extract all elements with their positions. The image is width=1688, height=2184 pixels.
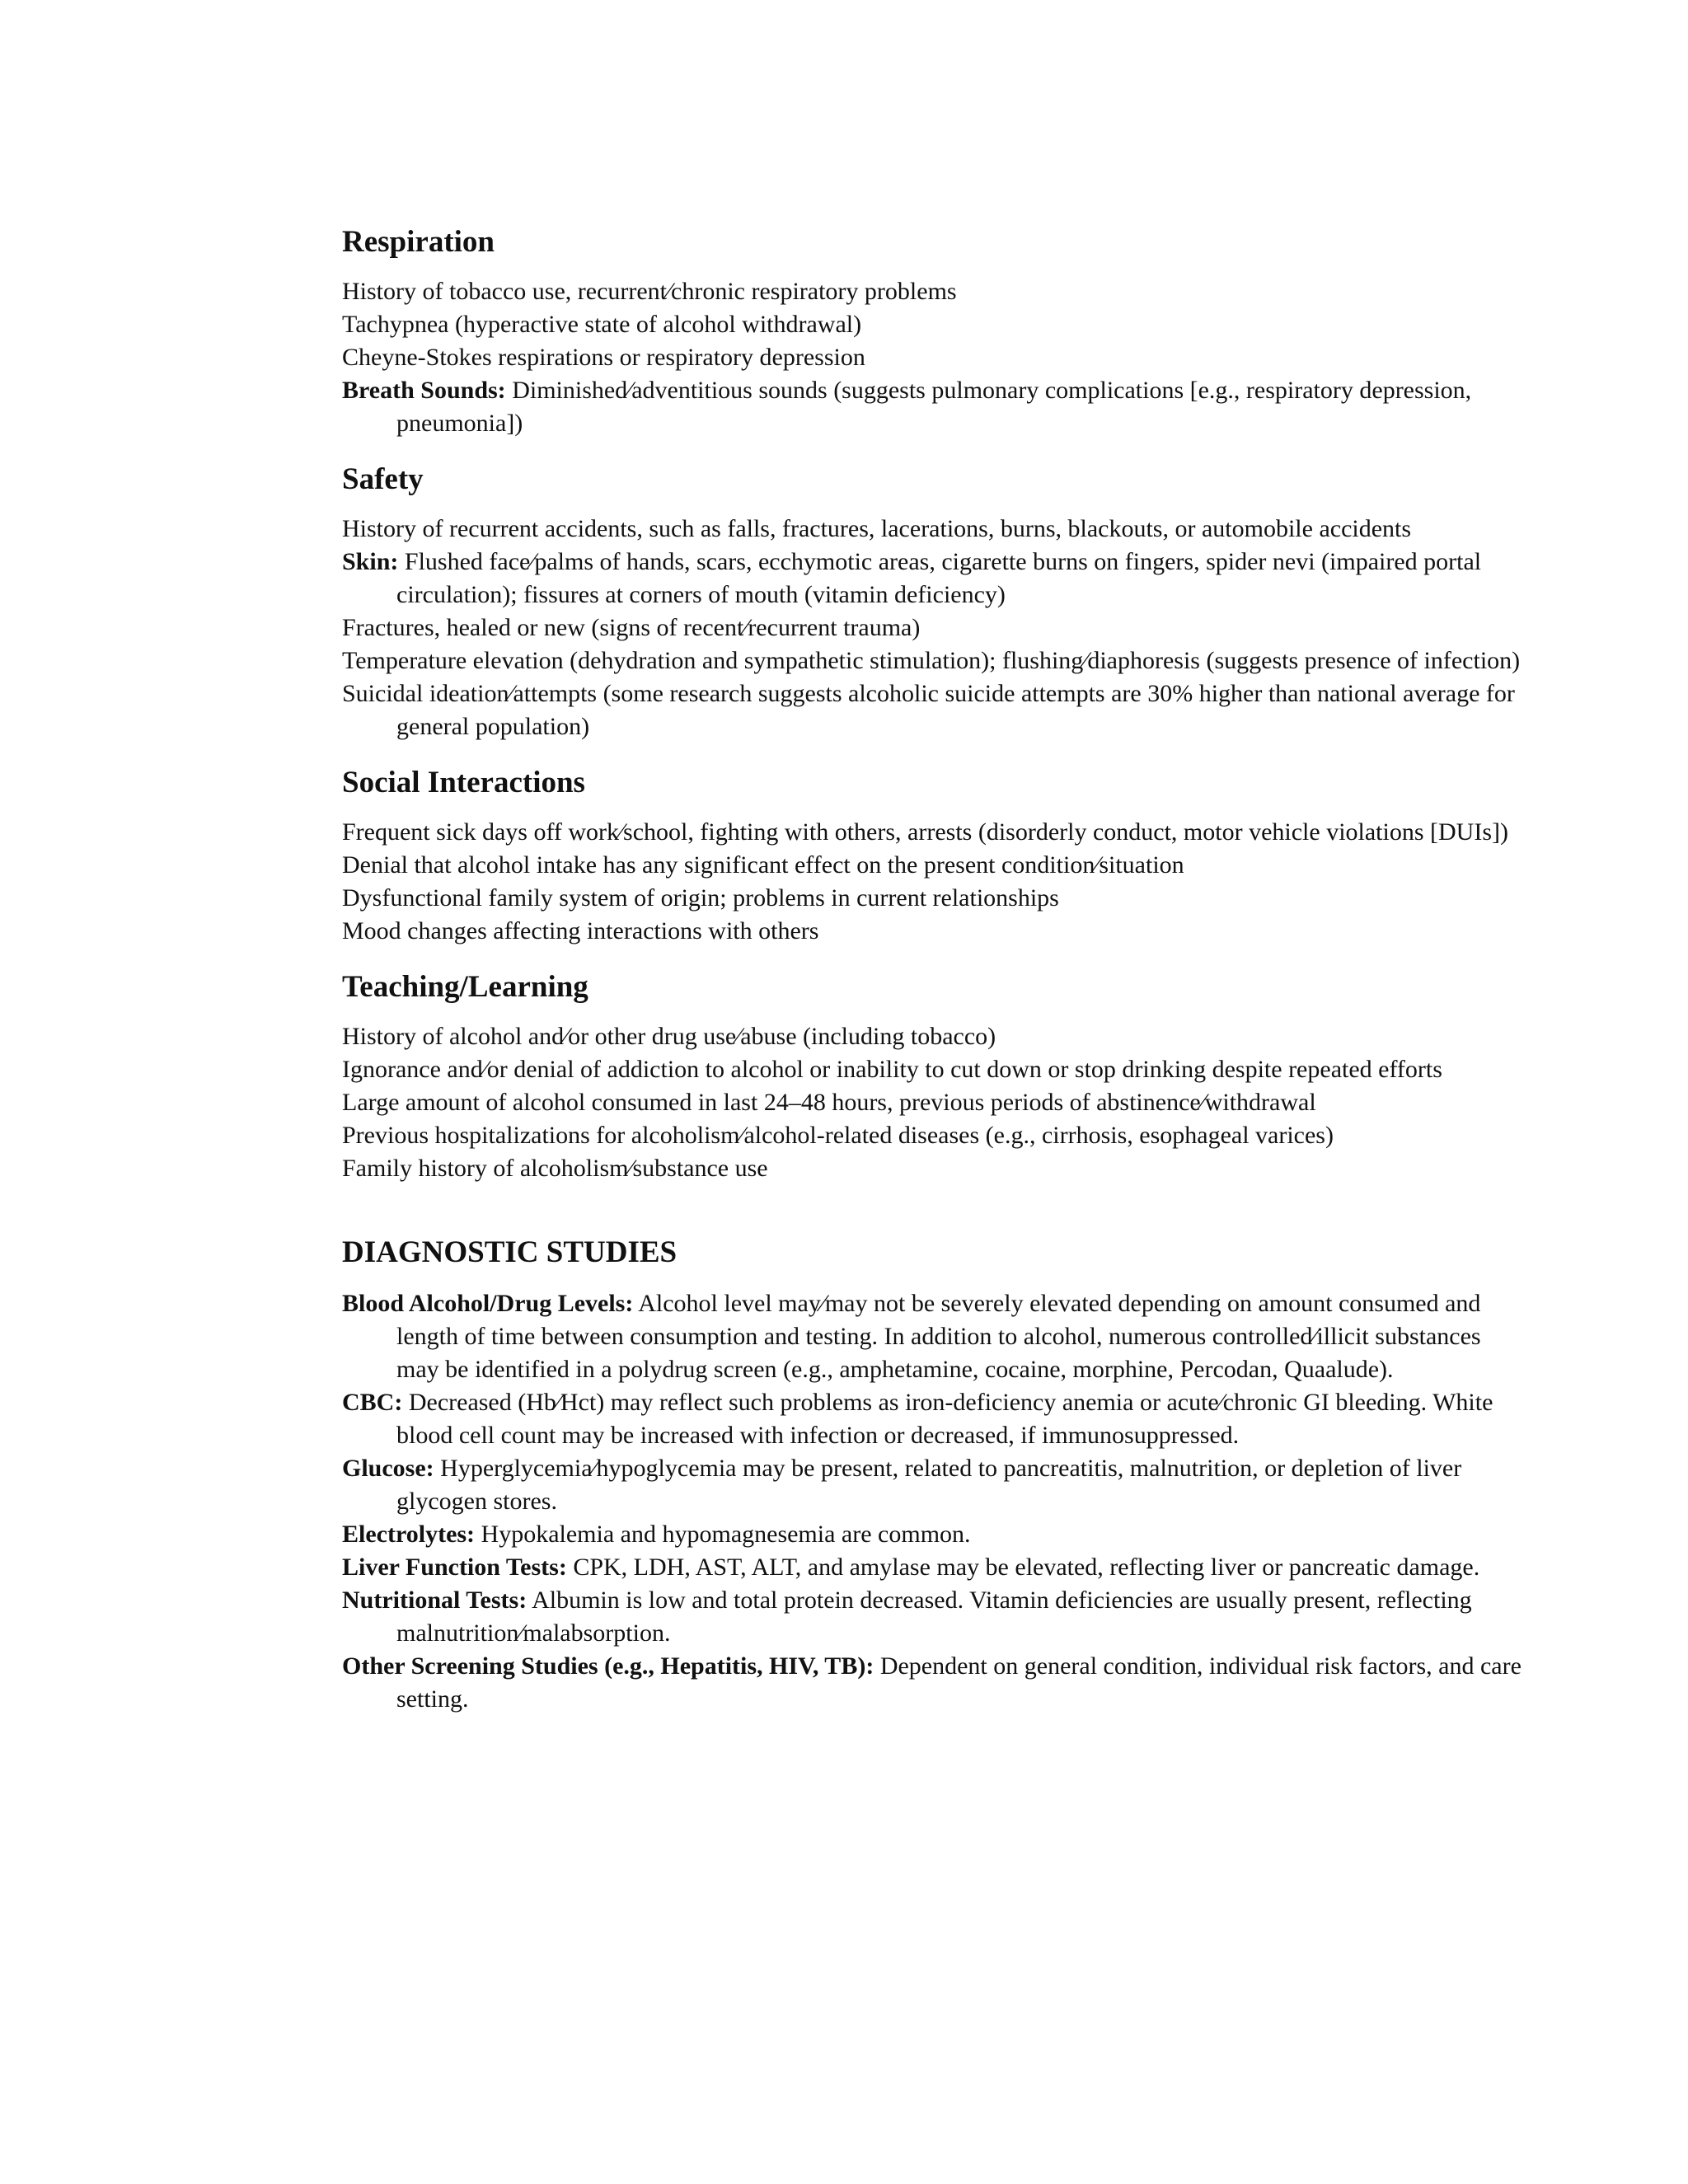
line-text: Previous hospitalizations for alcoholism⁄alcohol-related diseases (e.g., cirrhosis, esophageal varices) — [342, 1122, 1334, 1149]
line-label: Liver Function Tests: — [342, 1554, 567, 1581]
line-text: Hypokalemia and hypomagnesemia are common. — [481, 1521, 971, 1548]
line-text: Ignorance and⁄or denial of addiction to alcohol or inability to cut down or stop drinking despite repeated efforts — [342, 1056, 1442, 1083]
line-label: CBC: — [342, 1389, 403, 1416]
list-item — [342, 816, 1529, 849]
line-text: Tachypnea (hyperactive state of alcohol withdrawal) — [342, 311, 862, 338]
list-item — [342, 1551, 1529, 1584]
list-item — [342, 1584, 1529, 1650]
list-item — [342, 882, 1529, 915]
list-item — [342, 308, 1529, 341]
list-item — [342, 513, 1529, 546]
list-item — [342, 915, 1529, 948]
section-heading: Respiration — [342, 225, 495, 259]
line-text: CPK, LDH, AST, ALT, and amylase may be elevated, reflecting liver or pancreatic damage. — [573, 1554, 1480, 1581]
list-item — [342, 677, 1529, 743]
section-heading: Social Interactions — [342, 766, 585, 799]
line-text: Decreased (Hb⁄Hct) may reflect such problems as iron-deficiency anemia or acute⁄chronic GI bleeding. White blood cell count may be increased with infection or decreased, if immunosuppressed. — [396, 1389, 1493, 1449]
line-text: Flushed face⁄palms of hands, scars, ecchymotic areas, cigarette burns on fingers, spider nevi (impaired portal circulation); fissures at corners of mouth (vitamin deficiency) — [396, 548, 1482, 608]
line-label: Glucose: — [342, 1455, 434, 1482]
line-label: Skin: — [342, 548, 399, 575]
line-label: Breath Sounds: — [342, 377, 506, 404]
section-safety — [342, 462, 1529, 743]
list-item — [342, 1386, 1529, 1452]
line-text: Cheyne-Stokes respirations or respiratory depression — [342, 344, 865, 371]
list-item — [342, 1287, 1529, 1386]
line-text: Mood changes affecting interactions with others — [342, 917, 819, 944]
line-text: Dysfunctional family system of origin; problems in current relationships — [342, 884, 1059, 912]
section-heading: Safety — [342, 462, 424, 496]
list-item — [342, 275, 1529, 308]
line-text: Large amount of alcohol consumed in last 24–48 hours, previous periods of abstinence⁄withdrawal — [342, 1089, 1316, 1116]
line-text: Dependent on general condition, individual risk factors, and care setting. — [396, 1652, 1522, 1713]
line-text: Fractures, healed or new (signs of recent⁄recurrent trauma) — [342, 614, 921, 641]
list-item — [342, 1020, 1529, 1053]
line-text: Alcohol level may⁄may not be severely elevated depending on amount consumed and length of time between consumption and testing. In addition to alcohol, numerous controlled⁄illicit substances may be identified in a polydrug screen (e.g., amphetamine, cocaine, morphine, Percodan, Quaalude). — [396, 1290, 1481, 1383]
list-item — [342, 612, 1529, 644]
document-page — [342, 224, 1529, 1716]
line-label: Nutritional Tests: — [342, 1586, 528, 1614]
section-diagnostic-studies — [342, 1235, 1529, 1716]
list-item — [342, 1119, 1529, 1152]
line-text: Hyperglycemia⁄hypoglycemia may be present, related to pancreatitis, malnutrition, or depletion of liver glycogen stores. — [396, 1455, 1462, 1515]
list-item — [342, 849, 1529, 882]
list-item — [342, 546, 1529, 612]
line-text: Albumin is low and total protein decreased. Vitamin deficiencies are usually present, reflecting malnutrition⁄malabsorption. — [396, 1586, 1472, 1647]
line-text: Diminished⁄adventitious sounds (suggests pulmonary complications [e.g., respiratory depression, pneumonia]) — [396, 377, 1472, 437]
list-item — [342, 1152, 1529, 1185]
line-label: Blood Alcohol/Drug Levels: — [342, 1290, 634, 1317]
list-item — [342, 1053, 1529, 1086]
line-label: Other Screening Studies (e.g., Hepatitis, HIV, TB): — [342, 1652, 874, 1680]
section-social-interactions — [342, 765, 1529, 948]
list-item — [342, 374, 1529, 440]
line-text: History of alcohol and⁄or other drug use⁄abuse (including tobacco) — [342, 1023, 996, 1050]
line-text: Temperature elevation (dehydration and sympathetic stimulation); flushing⁄diaphoresis (suggests presence of infection) — [342, 647, 1521, 674]
section-teaching-learning — [342, 969, 1529, 1185]
line-text: Family history of alcoholism⁄substance use — [342, 1155, 768, 1182]
section-heading: DIAGNOSTIC STUDIES — [342, 1235, 678, 1269]
line-text: Frequent sick days off work⁄school, fighting with others, arrests (disorderly conduct, motor vehicle violations [DUIs]) — [342, 818, 1508, 846]
list-item — [342, 644, 1529, 677]
section-heading: Teaching/Learning — [342, 970, 588, 1004]
list-item — [342, 341, 1529, 374]
list-item — [342, 1518, 1529, 1551]
line-text: History of tobacco use, recurrent⁄chronic respiratory problems — [342, 278, 957, 305]
line-text: Denial that alcohol intake has any significant effect on the present condition⁄situation — [342, 851, 1184, 879]
line-text: Suicidal ideation⁄attempts (some research suggests alcoholic suicide attempts are 30% higher than national average for general population) — [342, 680, 1515, 740]
list-item — [342, 1650, 1529, 1716]
line-text: History of recurrent accidents, such as falls, fractures, lacerations, burns, blackouts, or automobile accidents — [342, 515, 1412, 542]
line-label: Electrolytes: — [342, 1521, 476, 1548]
section-respiration — [342, 224, 1529, 440]
list-item — [342, 1452, 1529, 1518]
list-item — [342, 1086, 1529, 1119]
